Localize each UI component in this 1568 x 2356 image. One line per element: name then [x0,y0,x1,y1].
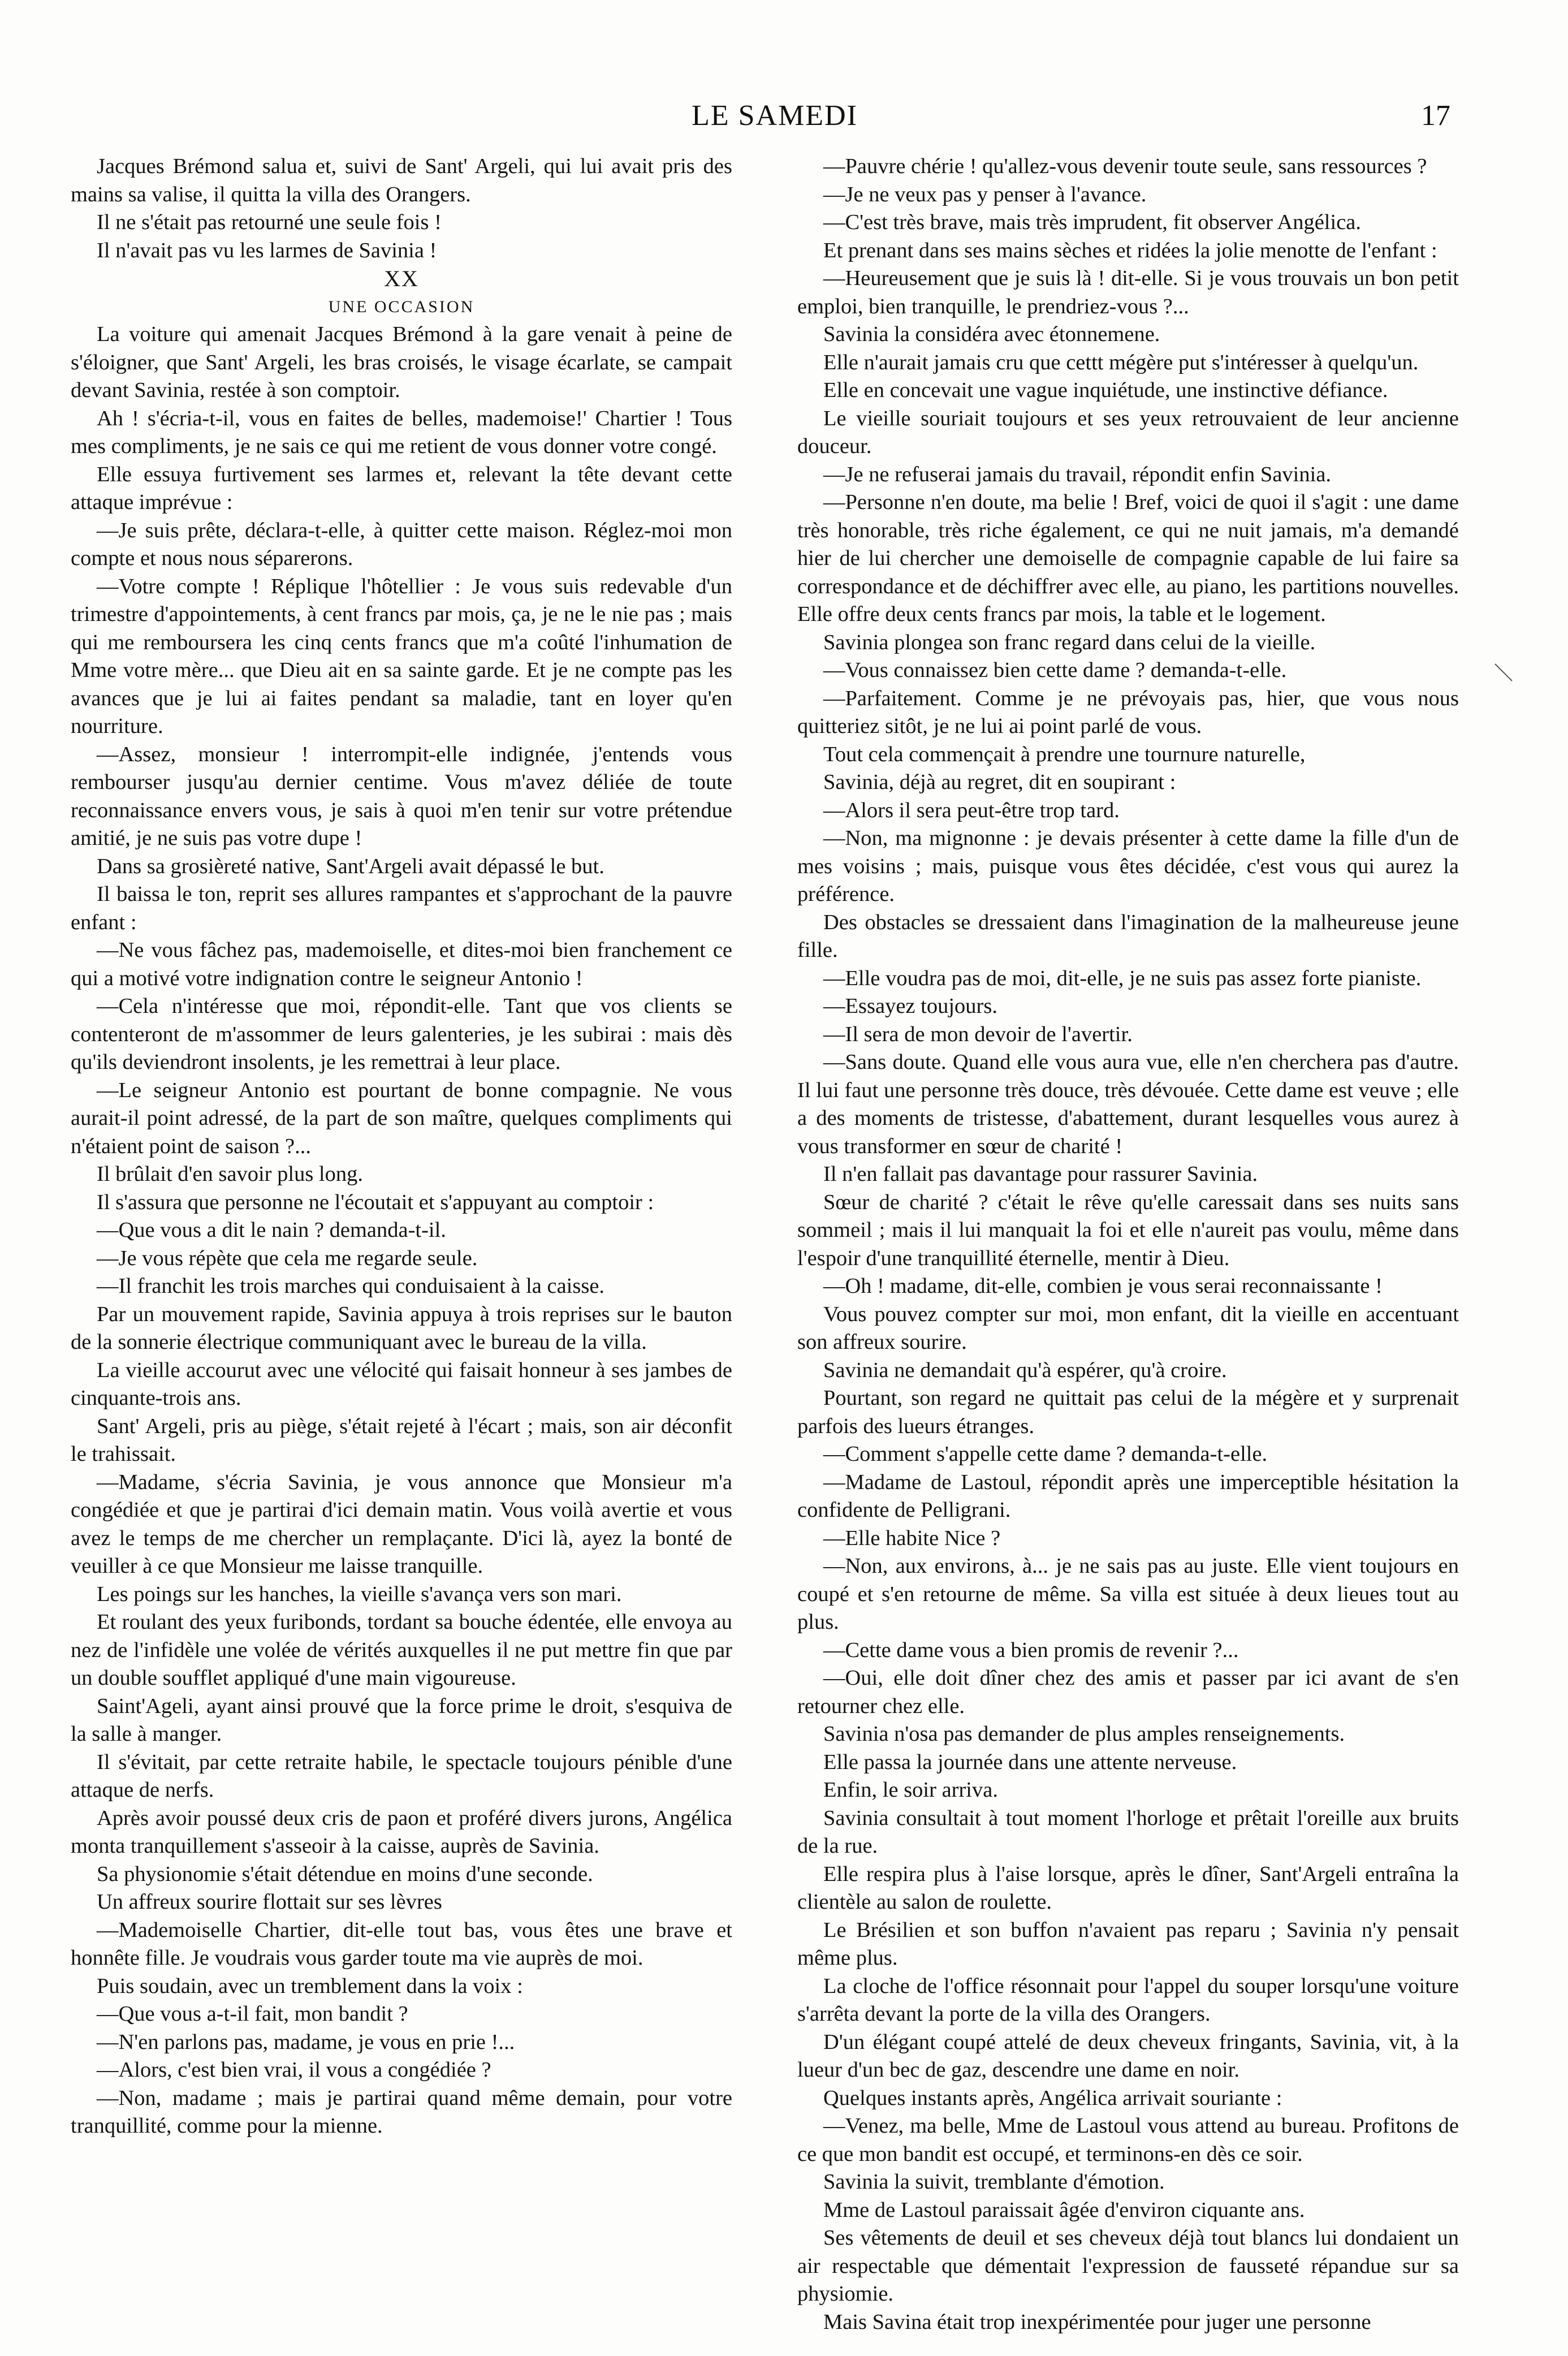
paragraph: —Cette dame vous a bien promis de revenir ?... [823,1638,1239,1662]
paragraph: —Oh ! madame, dit-elle, combien je vous serai reconnaissante ! [823,1274,1383,1298]
paragraph: —Non, madame ; mais je partirai quand même demain, pour votre tranquillité, comme pour la mienne. [71,2086,732,2138]
paragraph: Il s'assura que personne ne l'écoutait et s'appuyant au comptoir : [97,1190,654,1214]
paragraph: —Elle voudra pas de moi, dit-elle, je ne suis pas assez forte pianiste. [823,966,1422,990]
paragraph: —Que vous a-t-il fait, mon bandit ? [97,2002,408,2026]
paragraph: Quelques instants après, Angélica arrivait souriante : [823,2086,1282,2110]
paragraph: La vieille accourut avec une vélocité qui faisait honneur à ses jambes de cinquante-trois ans. [71,1358,732,1410]
stray-tick-mark [1493,662,1515,684]
paragraph: Il n'en fallait pas davantage pour rassurer Savinia. [823,1162,1258,1186]
paragraph: —Cela n'intéresse que moi, répondit-elle. Tant que vos clients se contenteront de m'assommer de leurs galenteries, je les subirai : mais dès qu'ils deviendront insolents, je les remettrai à leur place. [71,994,732,1074]
chapter-subtitle: UNE OCCASION [328,297,475,316]
paragraph: Il ne s'était pas retourné une seule fois ! [97,210,442,234]
paragraph: —Alors il sera peut-être trop tard. [823,798,1120,822]
paragraph: Vous pouvez compter sur moi, mon enfant, dit la vieille en accentuant son affreux sourire. [797,1302,1459,1354]
paragraph: —Alors, c'est bien vrai, il vous a congédiée ? [97,2058,491,2082]
paragraph: La voiture qui amenait Jacques Brémond à la gare venait à peine de s'éloigner, que Sant' Argeli, les bras croisés, le visage écarlate, se campait devant Savinia, restée à son comptoir. [71,322,732,402]
paragraph: Elle essuya furtivement ses larmes et, relevant la tête devant cette attaque imprévue : [71,462,732,514]
paragraph: Il baissa le ton, reprit ses allures rampantes et s'approchant de la pauvre enfant : [71,882,732,934]
paragraph: —Le seigneur Antonio est pourtant de bonne compagnie. Ne vous aurait-il point adressé, de la part de son maître, quelques compliments qui n'étaient point de saison ?... [71,1078,732,1158]
paragraph: —Assez, monsieur ! interrompit-elle indignée, j'entends vous rembourser jusqu'au dernier centime. Vous m'avez déliée de toute reconnaissance envers vous, je sais à quoi m'en tenir sur votre prétendue amitié, je ne suis pas votre dupe ! [71,742,732,850]
paragraph: Des obstacles se dressaient dans l'imagination de la malheureuse jeune fille. [797,910,1459,962]
chapter-intro [71,153,732,265]
paragraph: Saint'Ageli, ayant ainsi prouvé que la force prime le droit, s'esquiva de la salle à manger. [71,1694,732,1746]
paragraph: —Pauvre chérie ! qu'allez-vous devenir toute seule, sans ressources ? [823,154,1427,178]
paragraph: Pourtant, son regard ne quittait pas celui de la mégère et y surprenait parfois des lueurs étranges. [797,1386,1459,1438]
paragraph: —Madame de Lastoul, répondit après une imperceptible hésitation la confidente de Pelligrani. [797,1470,1459,1522]
paragraph: —Je suis prête, déclara-t-elle, à quitter cette maison. Réglez-moi mon compte et nous nous séparerons. [71,518,732,570]
right-column-body [797,153,1459,2336]
paragraph: —Vous connaissez bien cette dame ? demanda-t-elle. [823,658,1287,682]
paragraph: Il brûlait d'en savoir plus long. [97,1162,364,1186]
paragraph: —Je ne refuserai jamais du travail, répondit enfin Savinia. [823,462,1332,486]
paragraph: —Non, aux environs, à... je ne sais pas au juste. Elle vient toujours en coupé et s'en retourne de même. Sa villa est située à deux lieues tout au plus. [797,1554,1459,1634]
paragraph: Sœur de charité ? c'était le rêve qu'elle caressait dans ses nuits sans sommeil ; mais il lui manquait la foi et elle n'aureit pas voulu, même dans l'espoir d'une tranquillité éternelle, mentir à Dieu. [797,1190,1459,1270]
paragraph: Après avoir poussé deux cris de paon et proféré divers jurons, Angélica monta tranquillement s'asseoir à la caisse, auprès de Savinia. [71,1806,732,1858]
paragraph: Tout cela commençait à prendre une tournure naturelle, [823,742,1306,766]
paragraph: —C'est très brave, mais très imprudent, fit observer Angélica. [823,210,1361,234]
left-column-body [71,321,732,2141]
paragraph: Le Brésilien et son buffon n'avaient pas reparu ; Savinia n'y pensait même plus. [797,1918,1459,1970]
page-header [99,99,1450,144]
paragraph: —Personne n'en doute, ma belie ! Bref, voici de quoi il s'agit : une dame très honorable, très riche également, ce qui ne nuit jamais, m'a demandé hier de lui chercher une demoiselle de compagnie capable de lui faire sa correspondance et de déchiffrer avec elle, au piano, les partitions nouvelles. Elle offre deux cents francs par mois, la table et le logement. [797,490,1459,626]
paragraph: Savinia la suivit, tremblante d'émotion. [823,2170,1165,2194]
paragraph: —Heureusement que je suis là ! dit-elle. Si je vous trouvais un bon petit emploi, bien tranquille, le prendriez-vous ?... [797,266,1459,318]
paragraph: Savinia plongea son franc regard dans celui de la vieille. [823,630,1316,654]
paragraph: Savinia la considéra avec étonnemene. [823,322,1160,346]
paragraph: Il s'évitait, par cette retraite habile, le spectacle toujours pénible d'une attaque de nerfs. [71,1750,732,1802]
paragraph: Elle n'aurait jamais cru que cettt mégère put s'intéresser à quelqu'un. [823,350,1419,374]
paragraph: —Comment s'appelle cette dame ? demanda-t-elle. [823,1442,1268,1466]
paragraph: —Madame, s'écria Savinia, je vous annonce que Monsieur m'a congédiée et que je partirai d'ici demain matin. Vous voilà avertie et vous avez le temps de me chercher un remplaçante. D'ici là, ayez la bonté de veuiller à ce que Monsieur me laisse tranquille. [71,1470,732,1578]
paragraph: Et roulant des yeux furibonds, tordant sa bouche édentée, elle envoya au nez de l'infidèle une volée de vérités auxquelles il ne put mettre fin que par un double soufflet appliqué d'une main vigoureuse. [71,1610,732,1690]
paragraph: —Sans doute. Quand elle vous aura vue, elle n'en cherchera pas d'autre. Il lui faut une personne très douce, très dévouée. Cette dame est veuve ; elle a des moments de tristesse, d'abattement, durant lesquelles vous aurez à vous transformer en sœur de charité ! [797,1050,1459,1158]
paragraph: —Je vous répète que cela me regarde seule. [97,1246,478,1270]
paragraph: —Ne vous fâchez pas, mademoiselle, et dites-moi bien franchement ce qui a motivé votre indignation contre le seigneur Antonio ! [71,938,732,990]
paragraph: —Que vous a dit le nain ? demanda-t-il. [97,1218,446,1242]
paragraph: Ses vêtements de deuil et ses cheveux déjà tout blancs lui dondaient un air respectable que démentait l'expression de fausseté répandue sur sa physiomie. [797,2226,1459,2306]
paragraph: Les poings sur les hanches, la vieille s'avança vers son mari. [97,1582,622,1606]
paragraph: Mme de Lastoul paraissait âgée d'environ ciquante ans. [823,2198,1305,2222]
paragraph: D'un élégant coupé attelé de deux cheveux fringants, Savinia, vit, à la lueur d'un bec de gaz, descendre une dame en noir. [797,2030,1459,2082]
paragraph: Elle passa la journée dans une attente nerveuse. [823,1750,1237,1774]
paragraph: —Il franchit les trois marches qui conduisaient à la caisse. [97,1274,605,1298]
paragraph: —Venez, ma belle, Mme de Lastoul vous attend au bureau. Profitons de ce que mon bandit est occupé, et terminons-en dès ce soir. [797,2114,1459,2166]
paragraph: Et prenant dans ses mains sèches et ridées la jolie menotte de l'enfant : [823,238,1437,262]
paragraph: —N'en parlons pas, madame, je vous en prie !... [97,2030,515,2054]
publication-title: LE SAMEDI [692,100,858,132]
paragraph: Savinia n'osa pas demander de plus amples renseignements. [823,1722,1345,1746]
paragraph: Savinia consultait à tout moment l'horloge et prêtait l'oreille aux bruits de la rue. [797,1806,1459,1858]
paragraph: Un affreux sourire flottait sur ses lèvres [97,1890,442,1914]
paragraph: Dans sa grosièreté native, Sant'Argeli avait dépassé le but. [97,854,604,878]
paragraph: Sant' Argeli, pris au piège, s'était rejeté à l'écart ; mais, son air déconfit le trahissait. [71,1414,732,1466]
paragraph: —Il sera de mon devoir de l'avertir. [823,1022,1133,1046]
paragraph: —Parfaitement. Comme je ne prévoyais pas, hier, que vous nous quitteriez sitôt, je ne lui ai point parlé de vous. [797,686,1459,738]
paragraph: Par un mouvement rapide, Savinia appuya à trois reprises sur le bauton de la sonnerie électrique communiquant avec le bureau de la villa. [71,1302,732,1354]
paragraph: Savinia ne demandait qu'à espérer, qu'à croire. [823,1358,1227,1382]
paragraph: La cloche de l'office résonnait pour l'appel du souper lorsqu'une voiture s'arrêta devant la porte de la villa des Orangers. [797,1974,1459,2026]
paragraph: Savinia, déjà au regret, dit en soupirant : [823,770,1176,794]
paragraph: —Non, ma mignonne : je devais présenter à cette dame la fille d'un de mes voisins ; mais, puisque vous êtes décidée, c'est vous qui aurez la préférence. [797,826,1459,906]
right-column [797,153,1459,2334]
paragraph: Elle en concevait une vague inquiétude, une instinctive défiance. [823,378,1388,402]
paragraph: —Mademoiselle Chartier, dit-elle tout bas, vous êtes une brave et honnête fille. Je voudrais vous garder toute ma vie auprès de moi. [71,1918,732,1970]
paragraph: Elle respira plus à l'aise lorsque, après le dîner, Sant'Argeli entraîna la clientèle au salon de roulette. [797,1862,1459,1914]
page-number: 17 [1421,100,1450,132]
paragraph: Puis soudain, avec un tremblement dans la voix : [97,1974,523,1998]
paragraph: —Oui, elle doit dîner chez des amis et passer par ici avant de s'en retourner chez elle. [797,1666,1459,1718]
paragraph: Ah ! s'écria-t-il, vous en faites de belles, mademoise!' Chartier ! Tous mes compliments, je ne sais ce qui me retient de vous donner votre congé. [71,406,732,458]
paragraph: —Elle habite Nice ? [823,1526,1001,1550]
paragraph: Il n'avait pas vu les larmes de Savinia ! [97,238,437,262]
paragraph: —Je ne veux pas y penser à l'avance. [823,182,1147,206]
paragraph: Le vieille souriait toujours et ses yeux retrouvaient de leur ancienne douceur. [797,406,1459,458]
paragraph: Mais Savina était trop inexpérimentée pour juger une personne [823,2310,1371,2334]
paragraph: Jacques Brémond salua et, suivi de Sant' Argeli, qui lui avait pris des mains sa valise, il quitta la villa des Orangers. [71,154,732,206]
paragraph: —Votre compte ! Réplique l'hôtellier : Je vous suis redevable d'un trimestre d'appointements, à cent francs par mois, ça, je ne le nie pas ; mais qui me remboursera les cinq cents francs que m'a coûté l'inhumation de Mme votre mère... que Dieu ait en sa sainte garde. Et je ne compte pas les avances que je lui ai faites pendant sa maladie, tant en loyer qu'en nourriture. [71,574,732,738]
paragraph: —Essayez toujours. [823,994,997,1018]
chapter-number: XX [384,266,419,291]
left-column [71,153,732,2319]
paragraph: Enfin, le soir arriva. [823,1778,998,1802]
paragraph: Sa physionomie s'était détendue en moins d'une seconde. [97,1862,593,1886]
